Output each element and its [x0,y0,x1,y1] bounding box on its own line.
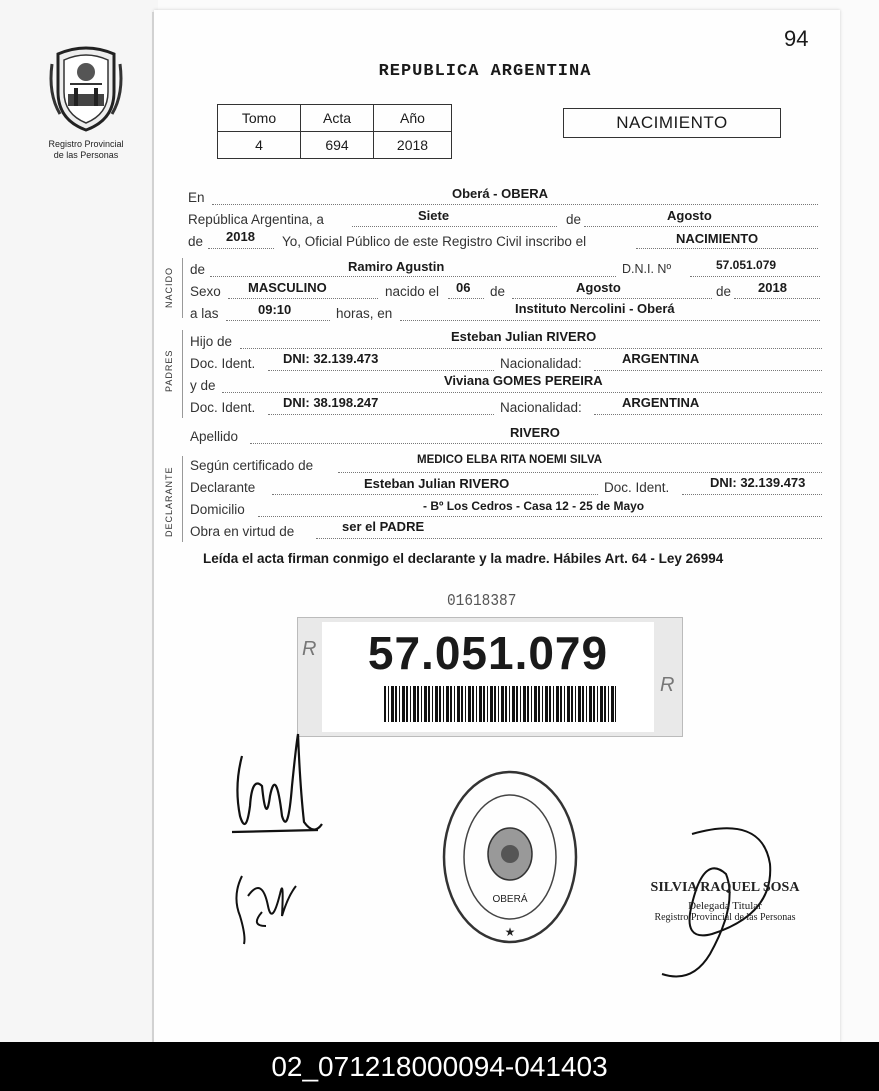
dotted-line [240,347,822,349]
page-number: 94 [784,26,809,51]
barcode [384,686,616,722]
logo-caption-1: Registro Provincial [48,139,124,149]
label-a-las: a las [190,306,219,321]
label-nacionalidad: Nacionalidad: [500,356,582,371]
value-declarante: Esteban Julian RIVERO [364,476,510,491]
dotted-line [338,471,822,473]
label-segun: Según certificado de [190,458,314,473]
dotted-line [208,247,274,249]
record-type-box: NACIMIENTO [563,108,781,138]
label-republica: República Argentina, a [188,212,324,227]
label-declarante: Declarante [190,480,256,495]
dotted-line [690,275,820,277]
officer-org: Registro Provincial de las Personas [654,912,796,923]
value-anio: 2018 [226,229,255,244]
value-anio: 2018 [374,132,452,159]
label-sexo: Sexo [190,284,221,299]
closing-note: Leída el acta firman conmigo el declarante y la madre. Hábiles Art. 64 - Ley 26994 [203,551,724,566]
value-madre-doc: DNI: 38.198.247 [283,395,379,410]
value-madre-nac: ARGENTINA [622,395,700,410]
value-nombre: Ramiro Agustin [348,259,445,274]
value-domicilio: - Bº Los Cedros - Casa 12 - 25 de Mayo [423,499,645,513]
dotted-line [734,297,820,299]
side-label-declarante: DECLARANTE [164,466,174,537]
dotted-line [210,275,616,277]
section-divider [182,258,183,318]
registry-stamp [440,768,580,946]
dotted-line [400,319,820,321]
value-padre-nac: ARGENTINA [622,351,700,366]
dotted-line [250,442,822,444]
label-de: de [566,212,582,227]
label-doc-ident-2: Doc. Ident. [190,400,256,415]
value-declarante-doc: DNI: 32.139.473 [710,475,806,490]
officer-block [630,880,820,923]
header-anio: Año [374,105,452,132]
svg-text:★: ★ [504,925,516,939]
side-label-padres: PADRES [164,349,174,392]
dotted-line [258,515,822,517]
value-nac-dia: 06 [456,280,471,295]
value-nac-anio: 2018 [758,280,787,295]
registry-logo [38,44,134,161]
label-hijo-de: Hijo de [190,334,233,349]
dotted-line [594,413,822,415]
value-mes: Agosto [667,208,712,223]
officer-name: SILVIA RAQUEL SOSA [650,880,800,895]
sticker-letter: R [660,674,675,696]
dotted-line [316,537,822,539]
dotted-line [268,413,494,415]
label-de-intro: de [188,234,204,249]
side-label-nacido: NACIDO [164,266,174,308]
label-horas-en: horas, en [336,306,393,321]
dotted-line [222,391,822,393]
value-dia: Siete [418,208,450,223]
label-doc-ident-3: Doc. Ident. [604,480,670,495]
value-tomo: 4 [218,132,301,159]
value-obra: ser el PADRE [342,519,425,534]
value-hora: 09:10 [258,302,292,317]
label-de-month: de [490,284,506,299]
sticker-number: 57.051.079 [367,627,609,679]
value-lugar-nac: Instituto Nercolini - Oberá [515,301,675,316]
value-madre: Viviana GOMES PEREIRA [444,373,603,388]
label-yo: Yo, Oficial Público de este Registro Civil inscribo el [282,234,587,249]
label-nacido-el: nacido el [385,284,440,299]
value-nac-mes: Agosto [576,280,621,295]
value-apellido: RIVERO [510,425,560,440]
sticker-letter: R [302,638,317,660]
value-dni: 57.051.079 [716,258,777,272]
dotted-line [636,247,818,249]
label-dni: D.N.I. Nº [622,262,672,276]
dni-sticker [297,617,683,737]
record-table [217,104,452,159]
value-inscribe: NACIMIENTO [676,231,759,246]
stamp-city: OBERÁ [492,894,528,905]
value-lugar: Oberá - OBERA [452,186,549,201]
logo-caption-2: de las Personas [53,150,119,160]
section-divider [182,456,183,542]
label-de-name: de [190,262,206,277]
value-padre: Esteban Julian RIVERO [451,329,597,344]
header-acta: Acta [301,105,374,132]
province-seal-icon [38,44,134,134]
value-sexo: MASCULINO [248,280,327,295]
label-doc-ident: Doc. Ident. [190,356,256,371]
label-y-de: y de [190,378,216,393]
label-domicilio: Domicilio [190,502,245,517]
label-de-year: de [716,284,732,299]
signature-graphic [222,726,332,956]
value-certificado: MEDICO ELBA RITA NOEMI SILVA [417,454,603,466]
footer-file-id: 02_071218000094-041403 [0,1042,879,1091]
dotted-line [682,493,822,495]
label-en: En [188,190,205,205]
dotted-line [272,493,598,495]
section-divider [182,330,183,418]
dotted-line [212,203,818,205]
officer-role: Delegada Titular [688,900,762,912]
dotted-line [584,225,818,227]
serial-number: 01618387 [447,592,517,611]
dotted-line [352,225,557,227]
label-obra: Obra en virtud de [190,524,295,539]
dotted-line [448,297,484,299]
dotted-line [268,369,494,371]
dotted-line [226,319,330,321]
dotted-line [228,297,378,299]
page-title: REPUBLICA ARGENTINA [378,62,592,81]
label-nacionalidad-2: Nacionalidad: [500,400,582,415]
value-padre-doc: DNI: 32.139.473 [283,351,379,366]
dotted-line [594,369,822,371]
label-apellido: Apellido [190,429,239,444]
dotted-line [512,297,712,299]
header-tomo: Tomo [218,105,301,132]
value-acta: 694 [301,132,374,159]
